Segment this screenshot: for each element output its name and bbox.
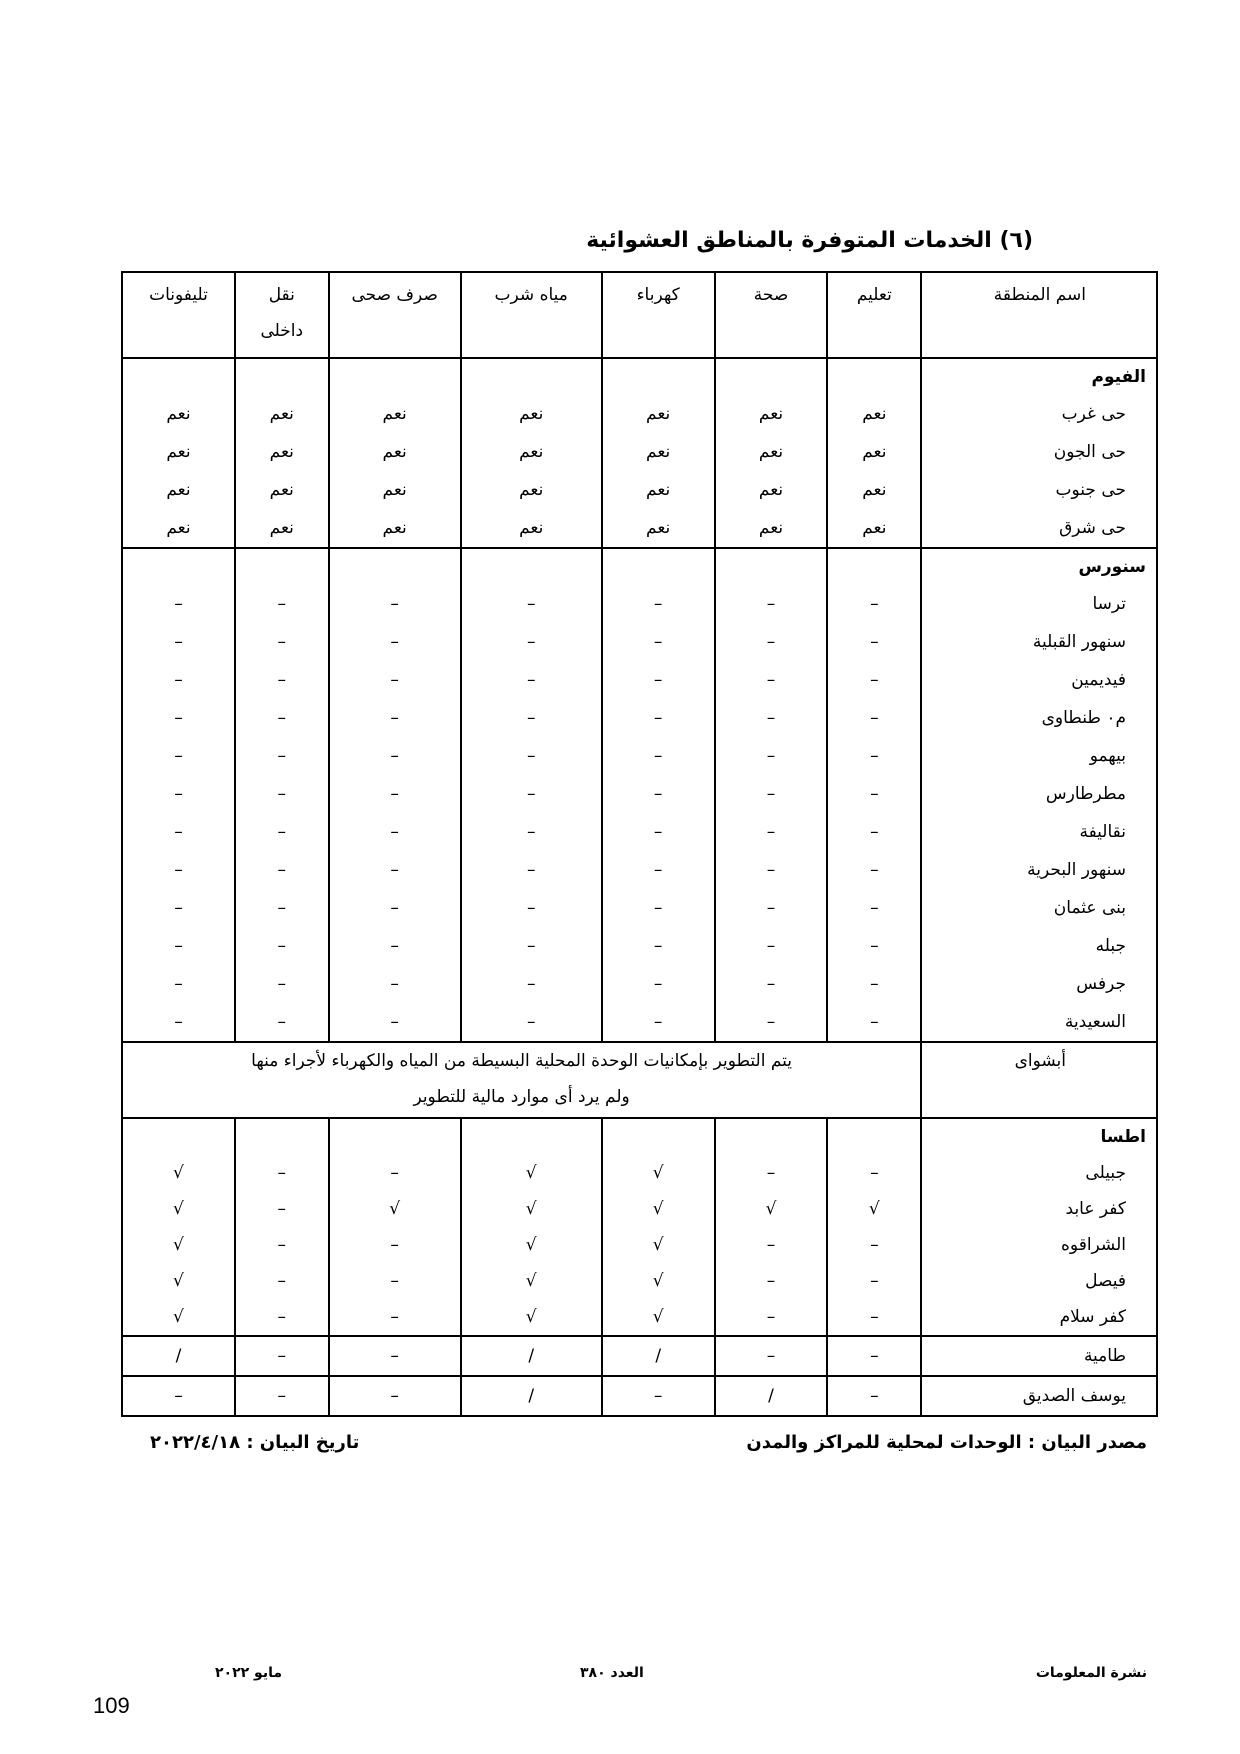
cell-water: نعم bbox=[461, 509, 602, 548]
cell-water: – bbox=[461, 775, 602, 813]
group-head-itsa bbox=[122, 1118, 1157, 1155]
cell-transport: – bbox=[235, 775, 329, 813]
cell-transport: – bbox=[235, 1227, 329, 1263]
cell-electricity: – bbox=[602, 813, 715, 851]
cell-water: – bbox=[461, 965, 602, 1003]
table-row bbox=[122, 623, 1157, 661]
cell-sewage: – bbox=[329, 623, 461, 661]
cell-telephones: – bbox=[122, 775, 235, 813]
cell-health: √ bbox=[715, 1191, 828, 1227]
area-name: طامية bbox=[921, 1336, 1157, 1376]
cell-education: – bbox=[827, 737, 921, 775]
cell-health: – bbox=[715, 1336, 828, 1376]
header-health: صحة bbox=[715, 272, 828, 358]
area-name: نقاليفة bbox=[921, 813, 1157, 851]
cell-electricity: – bbox=[602, 661, 715, 699]
cell-electricity: نعم bbox=[602, 395, 715, 433]
cell-sewage: – bbox=[329, 1155, 461, 1191]
cell-sewage: – bbox=[329, 1263, 461, 1299]
area-name: يوسف الصديق bbox=[921, 1376, 1157, 1416]
cell-education: – bbox=[827, 1227, 921, 1263]
cell-education: نعم bbox=[827, 433, 921, 471]
cell-sewage: نعم bbox=[329, 471, 461, 509]
cell-water: √ bbox=[461, 1227, 602, 1263]
header-transport-line1: نقل bbox=[268, 285, 295, 305]
header-row bbox=[122, 272, 1157, 358]
cell-water: – bbox=[461, 1003, 602, 1042]
cell-education: – bbox=[827, 1003, 921, 1042]
cell-education: نعم bbox=[827, 395, 921, 433]
area-name: ترسا bbox=[921, 585, 1157, 623]
cell-health: – bbox=[715, 851, 828, 889]
cell-sewage: – bbox=[329, 699, 461, 737]
cell-transport: – bbox=[235, 927, 329, 965]
table-row bbox=[122, 1003, 1157, 1042]
cell-electricity: √ bbox=[602, 1227, 715, 1263]
cell-telephones: √ bbox=[122, 1155, 235, 1191]
cell-transport: – bbox=[235, 1376, 329, 1416]
group-head-fayoum bbox=[122, 358, 1157, 395]
area-name: حى الجون bbox=[921, 433, 1157, 471]
cell-telephones: √ bbox=[122, 1299, 235, 1336]
cell-health: نعم bbox=[715, 395, 828, 433]
cell-telephones: – bbox=[122, 623, 235, 661]
cell-transport: – bbox=[235, 623, 329, 661]
cell-transport: – bbox=[235, 1336, 329, 1376]
group-head-sinnuris bbox=[122, 548, 1157, 585]
cell-health: نعم bbox=[715, 471, 828, 509]
header-sewage: صرف صحى bbox=[329, 272, 461, 358]
cell-education: – bbox=[827, 1155, 921, 1191]
cell-water: – bbox=[461, 851, 602, 889]
cell-transport: – bbox=[235, 851, 329, 889]
page-title: (٦) الخدمات المتوفرة بالمناطق العشوائية bbox=[586, 228, 1033, 253]
cell-education: – bbox=[827, 1336, 921, 1376]
group-name: سنورس bbox=[921, 548, 1157, 585]
cell-sewage: – bbox=[329, 1376, 461, 1416]
cell-telephones: √ bbox=[122, 1263, 235, 1299]
cell-education: – bbox=[827, 775, 921, 813]
note-line-2: ولم يرد أى موارد مالية للتطوير bbox=[413, 1087, 630, 1107]
area-name: كفر سلام bbox=[921, 1299, 1157, 1336]
area-name: حى جنوب bbox=[921, 471, 1157, 509]
cell-education: – bbox=[827, 1299, 921, 1336]
cell-telephones: – bbox=[122, 699, 235, 737]
cell-health: – bbox=[715, 1299, 828, 1336]
header-transport bbox=[235, 272, 329, 358]
cell-sewage: – bbox=[329, 661, 461, 699]
cell-telephones: نعم bbox=[122, 471, 235, 509]
cell-telephones: – bbox=[122, 889, 235, 927]
header-transport-line2: داخلى bbox=[260, 321, 304, 341]
table-row bbox=[122, 585, 1157, 623]
cell-telephones: – bbox=[122, 661, 235, 699]
cell-water: – bbox=[461, 927, 602, 965]
cell-electricity: – bbox=[602, 927, 715, 965]
table-row bbox=[122, 1299, 1157, 1336]
table-row bbox=[122, 509, 1157, 548]
cell-education: – bbox=[827, 965, 921, 1003]
cell-sewage: – bbox=[329, 1299, 461, 1336]
cell-sewage: – bbox=[329, 585, 461, 623]
table-row bbox=[122, 889, 1157, 927]
cell-health: – bbox=[715, 661, 828, 699]
cell-sewage: – bbox=[329, 1003, 461, 1042]
cell-health: – bbox=[715, 813, 828, 851]
cell-electricity: – bbox=[602, 775, 715, 813]
cell-transport: نعم bbox=[235, 395, 329, 433]
cell-water: √ bbox=[461, 1263, 602, 1299]
cell-education: – bbox=[827, 623, 921, 661]
cell-electricity: نعم bbox=[602, 433, 715, 471]
cell-telephones: نعم bbox=[122, 433, 235, 471]
area-name: جرفس bbox=[921, 965, 1157, 1003]
area-name: سنهور القبلية bbox=[921, 623, 1157, 661]
cell-water: – bbox=[461, 889, 602, 927]
cell-education: – bbox=[827, 851, 921, 889]
area-name: م٠ طنطاوى bbox=[921, 699, 1157, 737]
cell-telephones: √ bbox=[122, 1227, 235, 1263]
cell-electricity: نعم bbox=[602, 471, 715, 509]
table-row bbox=[122, 965, 1157, 1003]
cell-health: – bbox=[715, 927, 828, 965]
cell-sewage: √ bbox=[329, 1191, 461, 1227]
development-note bbox=[122, 1042, 921, 1118]
footer-publication: نشرة المعلومات bbox=[1035, 1665, 1147, 1681]
cell-water: نعم bbox=[461, 433, 602, 471]
header-area: اسم المنطقة bbox=[921, 272, 1157, 358]
cell-education: – bbox=[827, 889, 921, 927]
area-name: بيهمو bbox=[921, 737, 1157, 775]
footer-issue: العدد ٣٨٠ bbox=[580, 1665, 644, 1681]
table-row bbox=[122, 1263, 1157, 1299]
area-name: فيصل bbox=[921, 1263, 1157, 1299]
cell-education: – bbox=[827, 1263, 921, 1299]
cell-sewage: – bbox=[329, 813, 461, 851]
cell-transport: – bbox=[235, 813, 329, 851]
cell-water: نعم bbox=[461, 471, 602, 509]
header-telephones: تليفونات bbox=[122, 272, 235, 358]
cell-transport: – bbox=[235, 585, 329, 623]
table-row-tamiya bbox=[122, 1336, 1157, 1376]
cell-health: / bbox=[715, 1376, 828, 1416]
cell-electricity: – bbox=[602, 585, 715, 623]
cell-electricity: – bbox=[602, 965, 715, 1003]
area-name: مطرطارس bbox=[921, 775, 1157, 813]
data-source: مصدر البيان : الوحدات لمحلية للمراكز والمدن bbox=[746, 1432, 1147, 1453]
area-name: حى شرق bbox=[921, 509, 1157, 548]
cell-health: نعم bbox=[715, 509, 828, 548]
cell-education: – bbox=[827, 585, 921, 623]
cell-water: – bbox=[461, 737, 602, 775]
table-row bbox=[122, 851, 1157, 889]
cell-health: – bbox=[715, 1003, 828, 1042]
cell-health: – bbox=[715, 623, 828, 661]
cell-education: نعم bbox=[827, 509, 921, 548]
table-row bbox=[122, 395, 1157, 433]
cell-electricity: – bbox=[602, 699, 715, 737]
cell-sewage: – bbox=[329, 1227, 461, 1263]
cell-water: / bbox=[461, 1336, 602, 1376]
cell-water: – bbox=[461, 661, 602, 699]
cell-telephones: – bbox=[122, 965, 235, 1003]
cell-education: – bbox=[827, 927, 921, 965]
cell-education: – bbox=[827, 661, 921, 699]
cell-health: – bbox=[715, 1263, 828, 1299]
group-name: اطسا bbox=[921, 1118, 1157, 1155]
cell-education: – bbox=[827, 1376, 921, 1416]
cell-water: نعم bbox=[461, 395, 602, 433]
cell-health: – bbox=[715, 1155, 828, 1191]
cell-transport: – bbox=[235, 1299, 329, 1336]
cell-water: √ bbox=[461, 1155, 602, 1191]
cell-health: نعم bbox=[715, 433, 828, 471]
cell-sewage: نعم bbox=[329, 509, 461, 548]
cell-sewage: – bbox=[329, 889, 461, 927]
header-electricity: كهرباء bbox=[602, 272, 715, 358]
table-row bbox=[122, 1227, 1157, 1263]
table-row bbox=[122, 699, 1157, 737]
cell-water: – bbox=[461, 585, 602, 623]
cell-transport: نعم bbox=[235, 433, 329, 471]
cell-electricity: – bbox=[602, 737, 715, 775]
cell-sewage: – bbox=[329, 737, 461, 775]
table-row bbox=[122, 433, 1157, 471]
table-row bbox=[122, 1191, 1157, 1227]
cell-telephones: – bbox=[122, 1003, 235, 1042]
cell-transport: – bbox=[235, 1191, 329, 1227]
cell-telephones: – bbox=[122, 585, 235, 623]
note-line-1: يتم التطوير بإمكانيات الوحدة المحلية البسيطة من المياه والكهرباء لأجراء منها bbox=[251, 1051, 793, 1071]
cell-water: – bbox=[461, 623, 602, 661]
cell-health: – bbox=[715, 775, 828, 813]
cell-sewage: نعم bbox=[329, 395, 461, 433]
cell-telephones: – bbox=[122, 851, 235, 889]
cell-education: √ bbox=[827, 1191, 921, 1227]
table-row bbox=[122, 927, 1157, 965]
data-date: تاريخ البيان : ٢٠٢٢/٤/١٨ bbox=[150, 1432, 360, 1453]
group-name: الفيوم bbox=[921, 358, 1157, 395]
services-table bbox=[121, 271, 1158, 1417]
cell-transport: – bbox=[235, 661, 329, 699]
header-water: مياه شرب bbox=[461, 272, 602, 358]
table-body bbox=[122, 358, 1157, 1416]
cell-telephones: – bbox=[122, 813, 235, 851]
cell-education: نعم bbox=[827, 471, 921, 509]
cell-sewage: – bbox=[329, 927, 461, 965]
cell-electricity: √ bbox=[602, 1155, 715, 1191]
cell-education: – bbox=[827, 699, 921, 737]
cell-transport: – bbox=[235, 1263, 329, 1299]
cell-water: / bbox=[461, 1376, 602, 1416]
area-name: حى غرب bbox=[921, 395, 1157, 433]
cell-telephones: نعم bbox=[122, 395, 235, 433]
cell-electricity: – bbox=[602, 851, 715, 889]
cell-transport: – bbox=[235, 889, 329, 927]
cell-electricity: / bbox=[602, 1336, 715, 1376]
page-number: 109 bbox=[93, 1693, 130, 1718]
table-row bbox=[122, 661, 1157, 699]
table-row bbox=[122, 775, 1157, 813]
cell-telephones: – bbox=[122, 927, 235, 965]
cell-education: – bbox=[827, 813, 921, 851]
area-name: بنى عثمان bbox=[921, 889, 1157, 927]
group-name: أبشواى bbox=[921, 1042, 1157, 1118]
area-name: فيديمين bbox=[921, 661, 1157, 699]
area-name: جبله bbox=[921, 927, 1157, 965]
cell-transport: – bbox=[235, 965, 329, 1003]
cell-telephones: √ bbox=[122, 1191, 235, 1227]
cell-health: – bbox=[715, 737, 828, 775]
cell-electricity: – bbox=[602, 623, 715, 661]
cell-health: – bbox=[715, 965, 828, 1003]
cell-sewage: نعم bbox=[329, 433, 461, 471]
area-name: سنهور البحرية bbox=[921, 851, 1157, 889]
header-education: تعليم bbox=[827, 272, 921, 358]
table-row bbox=[122, 813, 1157, 851]
cell-telephones: / bbox=[122, 1336, 235, 1376]
cell-transport: – bbox=[235, 1003, 329, 1042]
table-row-yousef bbox=[122, 1376, 1157, 1416]
area-name: جبيلى bbox=[921, 1155, 1157, 1191]
cell-electricity: √ bbox=[602, 1263, 715, 1299]
cell-water: – bbox=[461, 813, 602, 851]
footer-month: مايو ٢٠٢٢ bbox=[215, 1665, 283, 1681]
cell-sewage: – bbox=[329, 965, 461, 1003]
cell-transport: – bbox=[235, 737, 329, 775]
cell-electricity: نعم bbox=[602, 509, 715, 548]
cell-electricity: – bbox=[602, 1376, 715, 1416]
table-row bbox=[122, 737, 1157, 775]
cell-transport: – bbox=[235, 699, 329, 737]
cell-health: – bbox=[715, 699, 828, 737]
group-row-ibshaway bbox=[122, 1042, 1157, 1118]
cell-sewage: – bbox=[329, 1336, 461, 1376]
table-row bbox=[122, 1155, 1157, 1191]
area-name: الشراقوه bbox=[921, 1227, 1157, 1263]
cell-sewage: – bbox=[329, 851, 461, 889]
cell-health: – bbox=[715, 585, 828, 623]
cell-health: – bbox=[715, 1227, 828, 1263]
cell-transport: – bbox=[235, 1155, 329, 1191]
cell-electricity: – bbox=[602, 889, 715, 927]
area-name: السعيدية bbox=[921, 1003, 1157, 1042]
cell-telephones: – bbox=[122, 737, 235, 775]
cell-sewage: – bbox=[329, 775, 461, 813]
cell-transport: نعم bbox=[235, 471, 329, 509]
cell-water: – bbox=[461, 699, 602, 737]
cell-electricity: – bbox=[602, 1003, 715, 1042]
cell-electricity: √ bbox=[602, 1299, 715, 1336]
cell-electricity: √ bbox=[602, 1191, 715, 1227]
table-row bbox=[122, 471, 1157, 509]
cell-health: – bbox=[715, 889, 828, 927]
area-name: كفر عابد bbox=[921, 1191, 1157, 1227]
cell-water: √ bbox=[461, 1299, 602, 1336]
cell-transport: نعم bbox=[235, 509, 329, 548]
cell-telephones: نعم bbox=[122, 509, 235, 548]
cell-water: √ bbox=[461, 1191, 602, 1227]
cell-telephones: – bbox=[122, 1376, 235, 1416]
